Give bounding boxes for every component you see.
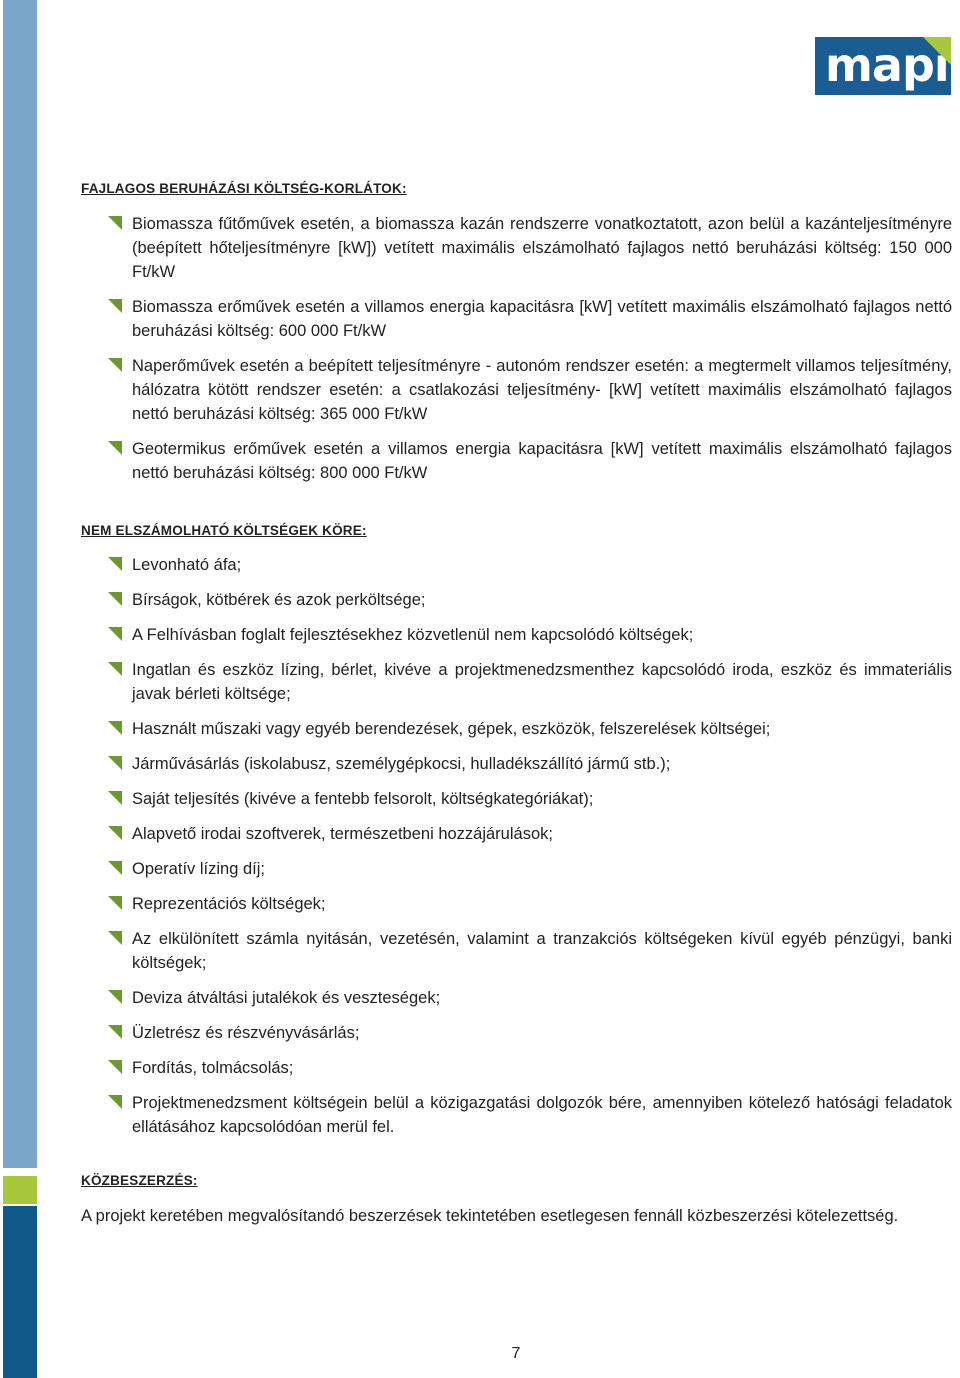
list-item-text: Járművásárlás (iskolabusz, személygépkocsi, hulladékszállító jármű stb.); [132, 755, 671, 773]
triangle-bullet-icon [108, 1025, 122, 1039]
procurement-text: A projekt keretében megvalósítandó beszerzések tekintetében esetlegesen fennáll közbeszerzési kötelezettség. [81, 1207, 899, 1225]
triangle-bullet-icon [108, 931, 122, 945]
non-eligible-list [108, 553, 952, 1150]
list-item-text: Ingatlan és eszköz lízing, bérlet, kivéve a projektmenedzsmenthez kapcsolódó iroda, eszköz és immateriális javak bérleti költsége; [132, 661, 952, 703]
list-item-text: Saját teljesítés (kivéve a fentebb felsorolt, költségkategóriákat); [132, 790, 594, 808]
list-item-text: Projektmenedzsment költségein belül a közigazgatási dolgozók bére, amennyiben kötelező hatósági feladatok ellátásához kapcsolódóan merül fel. [132, 1094, 952, 1136]
list-item-text: Naperőművek esetén a beépített teljesítményre - autonóm rendszer esetén: a megtermelt villamos teljesítmény, hálózatra kötött rendszer esetén: a csatlakozási teljesítmény- [kW] vetített maximális elszámolható fajlagos nettó beruházási költség: 365 000 Ft/kW [132, 357, 952, 423]
list-item-text: A Felhívásban foglalt fejlesztésekhez közvetlenül nem kapcsolódó költségek; [132, 626, 694, 644]
list-item [108, 892, 952, 916]
list-item-text: Bírságok, kötbérek és azok perköltsége; [132, 591, 426, 609]
heading-cost-limits: FAJLAGOS BERUHÁZÁSI KÖLTSÉG-KORLÁTOK: [81, 181, 407, 196]
list-item-text: Biomassza erőművek esetén a villamos energia kapacitásra [kW] vetített maximális elszámolható fajlagos nettó beruházási költség: 600 000 Ft/kW [132, 298, 952, 340]
list-item [108, 1021, 952, 1045]
mapi-logo [815, 37, 951, 95]
list-item-text: Geotermikus erőművek esetén a villamos energia kapacitásra [kW] vetített maximális elszámolható fajlagos nettó beruházási költség: 800 000 Ft/kW [132, 440, 952, 482]
triangle-bullet-icon [108, 1095, 122, 1109]
list-item [108, 857, 952, 881]
triangle-bullet-icon [108, 756, 122, 770]
list-item-text: Biomassza fűtőművek esetén, a biomassza kazán rendszerre vonatkoztatott, azon belül a kazánteljesítményre (beépített hőteljesítményre [kW]) vetített maximális elszámolható fajlagos nettó beruházási költség: 150 000 Ft/kW [132, 215, 952, 281]
list-item-text: Üzletrész és részvényvásárlás; [132, 1024, 360, 1042]
list-item [108, 295, 952, 343]
logo-text: mapi [825, 38, 949, 92]
triangle-bullet-icon [108, 216, 122, 230]
cost-limits-list [108, 212, 952, 496]
sidebar-stripe-dark [3, 1206, 37, 1378]
list-item-text: Az elkülönített számla nyitásán, vezetésén, valamint a tranzakciós költségeken kívül egyéb pénzügyi, banki költségek; [132, 930, 952, 972]
heading-procurement: KÖZBESZERZÉS: [81, 1173, 198, 1188]
list-item [108, 717, 952, 741]
triangle-bullet-icon [108, 299, 122, 313]
logo-flag-icon [923, 37, 951, 65]
list-item-text: Deviza átváltási jutalékok és veszteségek; [132, 989, 441, 1007]
heading-non-eligible: NEM ELSZÁMOLHATÓ KÖLTSÉGEK KÖRE: [81, 523, 367, 538]
triangle-bullet-icon [108, 662, 122, 676]
triangle-bullet-icon [108, 896, 122, 910]
triangle-bullet-icon [108, 721, 122, 735]
triangle-bullet-icon [108, 358, 122, 372]
list-item [108, 1091, 952, 1139]
list-item-text: Operatív lízing díj; [132, 860, 265, 878]
triangle-bullet-icon [108, 557, 122, 571]
list-item [108, 588, 952, 612]
triangle-bullet-icon [108, 1060, 122, 1074]
list-item [108, 986, 952, 1010]
list-item [108, 354, 952, 426]
list-item [108, 752, 952, 776]
list-item-text: Levonható áfa; [132, 556, 242, 574]
page-number: 7 [511, 1345, 521, 1362]
triangle-bullet-icon [108, 791, 122, 805]
list-item-text: Alapvető irodai szoftverek, természetbeni hozzájárulások; [132, 825, 553, 843]
list-item [108, 623, 952, 647]
list-item [108, 212, 952, 284]
list-item [108, 787, 952, 811]
list-item [108, 927, 952, 975]
list-item [108, 822, 952, 846]
sidebar-stripe-green [3, 1176, 37, 1204]
triangle-bullet-icon [108, 861, 122, 875]
list-item [108, 658, 952, 706]
list-item-text: Reprezentációs költségek; [132, 895, 326, 913]
triangle-bullet-icon [108, 441, 122, 455]
sidebar-stripe-light [3, 0, 37, 1168]
triangle-bullet-icon [108, 826, 122, 840]
list-item [108, 553, 952, 577]
list-item [108, 1056, 952, 1080]
triangle-bullet-icon [108, 627, 122, 641]
triangle-bullet-icon [108, 990, 122, 1004]
list-item [108, 437, 952, 485]
list-item-text: Fordítás, tolmácsolás; [132, 1059, 294, 1077]
list-item-text: Használt műszaki vagy egyéb berendezések, gépek, eszközök, felszerelések költségei; [132, 720, 771, 738]
triangle-bullet-icon [108, 592, 122, 606]
